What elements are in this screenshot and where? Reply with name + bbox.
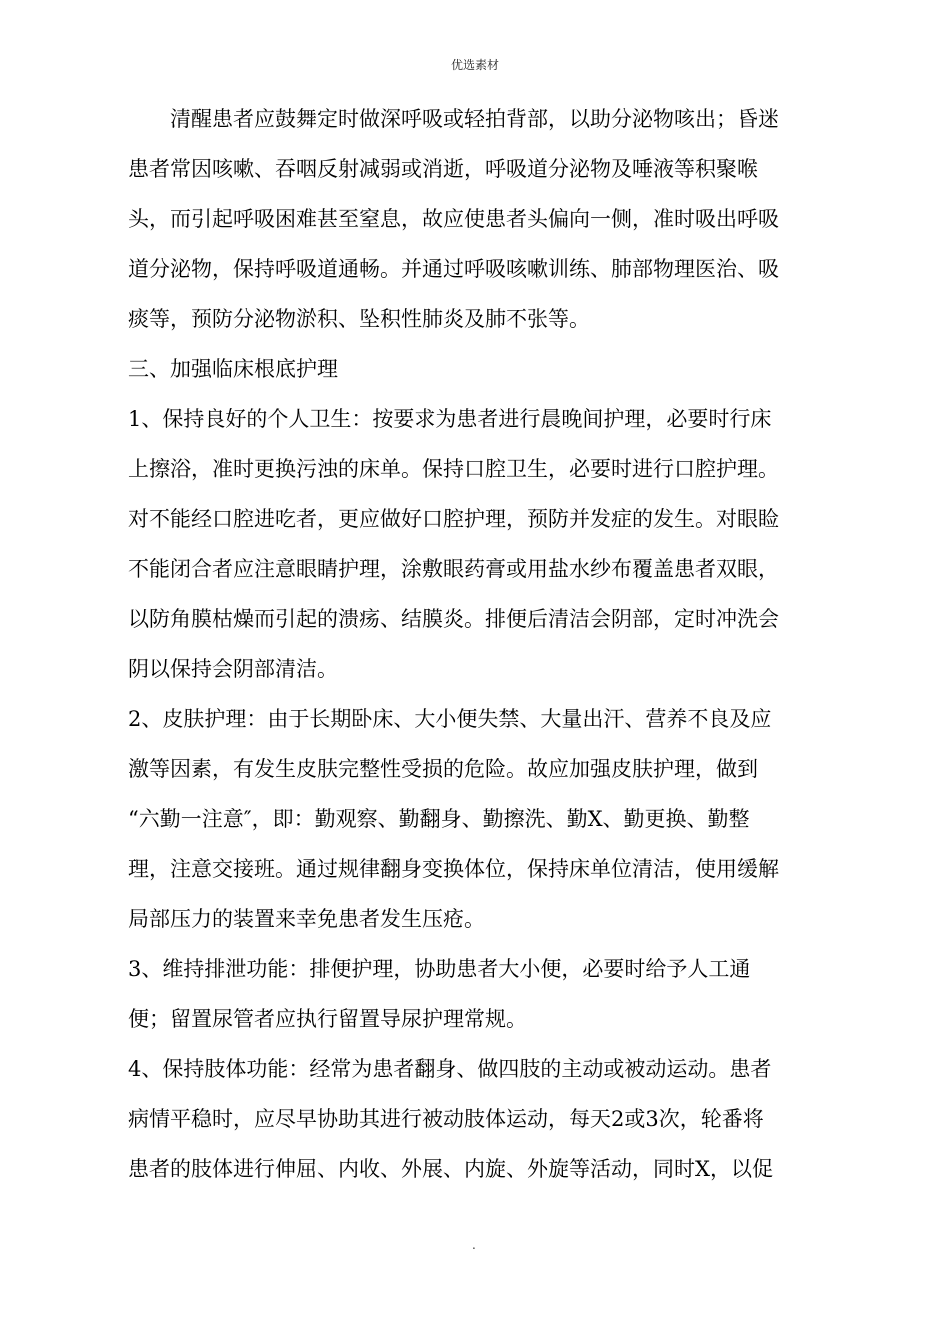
text-line: 2、皮肤护理：由于长期卧床、大小便失禁、大量出汗、营养不良及应 [128, 707, 772, 731]
text-line: 1、保持良好的个人卫生：按要求为患者进行晨晚间护理，必要时行床 [128, 407, 772, 431]
text-line: 便；留置尿管者应执行留置导尿护理常规。 [128, 1007, 527, 1031]
text-line: 3、维持排泄功能：排便护理，协助患者大小便，必要时给予人工通 [128, 957, 751, 981]
text-line: 道分泌物，保持呼吸道通畅。并通过呼吸咳嗽训练、肺部物理医治、吸 [128, 257, 779, 281]
text-line: 4、保持肢体功能：经常为患者翻身、做四肢的主动或被动运动。患者 [128, 1057, 772, 1081]
text-line: 局部压力的装置来幸免患者发生压疮。 [128, 907, 485, 931]
footer-mark: . [472, 1238, 476, 1252]
text-line: 阴以保持会阴部清洁。 [128, 657, 338, 681]
section-heading: 三、加强临床根底护理 [128, 357, 338, 381]
text-line: 痰等，预防分泌物淤积、坠积性肺炎及肺不张等。 [128, 307, 590, 331]
page-header: 优选素材 [450, 58, 499, 72]
text-line: 对不能经口腔进吃者，更应做好口腔护理，预防并发症的发生。对眼睑 [128, 507, 779, 531]
text-line: 激等因素，有发生皮肤完整性受损的危险。故应加强皮肤护理，做到 [128, 757, 758, 781]
text-line: 头，而引起呼吸困难甚至窒息，故应使患者头偏向一侧，准时吸出呼吸 [128, 207, 779, 231]
text-line: “六勤一注意″，即：勤观察、勤翻身、勤擦洗、勤X、勤更换、勤整 [128, 807, 750, 831]
text-line: 不能闭合者应注意眼睛护理，涂敷眼药膏或用盐水纱布覆盖患者双眼， [128, 557, 779, 581]
text-line: 患者的肢体进行伸屈、内收、外展、内旋、外旋等活动，同时X，以促 [128, 1157, 773, 1181]
text-line: 上擦浴，准时更换污浊的床单。保持口腔卫生，必要时进行口腔护理。 [128, 457, 779, 481]
text-line: 病情平稳时，应尽早协助其进行被动肢体运动，每天2或3次，轮番将 [128, 1107, 764, 1131]
text-line: 患者常因咳嗽、吞咽反射减弱或消逝，呼吸道分泌物及唾液等积聚喉 [128, 157, 758, 181]
document-body [128, 94, 828, 1194]
text-line: 以防角膜枯燥而引起的溃疡、结膜炎。排便后清洁会阴部，定时冲洗会 [128, 607, 779, 631]
text-line: 理，注意交接班。通过规律翻身变换体位，保持床单位清洁，使用缓解 [128, 857, 779, 881]
text-line: 清醒患者应鼓舞定时做深呼吸或轻拍背部，以助分泌物咳出；昏迷 [128, 107, 779, 131]
